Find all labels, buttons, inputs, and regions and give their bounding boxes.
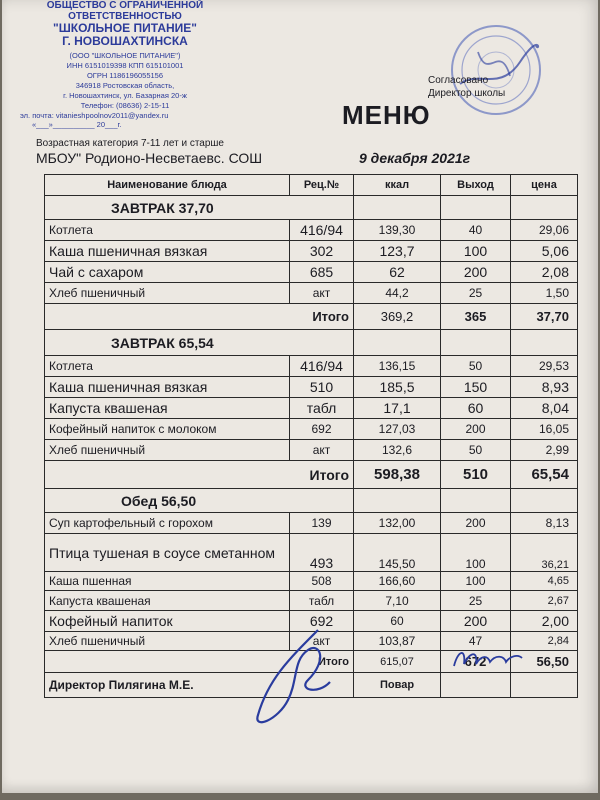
menu-sheet	[2, 0, 598, 793]
dish-name: Суп картофельный с горохом	[45, 513, 290, 534]
recipe-no: акт	[290, 632, 354, 651]
yield: 50	[441, 440, 511, 461]
stamp-ogrn: ОГРН 1186196055156	[86, 71, 164, 80]
round-seal-icon	[448, 22, 544, 118]
stamp-inn: ИНН 6151019398 КПП 615101001	[66, 61, 184, 70]
price: 2,67	[511, 591, 578, 611]
yield: 100	[441, 241, 511, 262]
table-row	[45, 398, 578, 419]
stamp-short-name: (ООО "ШКОЛЬНОЕ ПИТАНИЕ")	[69, 51, 181, 60]
total-price: 37,70	[511, 304, 578, 330]
recipe-no: 416/94	[290, 356, 354, 377]
kcal: 127,03	[354, 419, 441, 440]
table-row	[45, 611, 578, 632]
table-row	[45, 262, 578, 283]
recipe-no: 692	[290, 419, 354, 440]
recipe-no: табл	[290, 591, 354, 611]
yield: 50	[441, 356, 511, 377]
yield: 100	[441, 534, 511, 572]
stamp-org-name: "ШКОЛЬНОЕ ПИТАНИЕ"	[53, 21, 197, 35]
total-yield: 510	[441, 461, 511, 489]
kcal: 145,50	[354, 534, 441, 572]
approval-block	[428, 74, 505, 100]
stamp-date-line: «___»__________ 20___г.	[32, 120, 122, 129]
stamp-email: эл. почта: vitanieshpoolnov2011@yandex.ru	[20, 111, 169, 120]
section-title: Обед 56,50	[45, 489, 354, 513]
yield: 40	[441, 220, 511, 241]
recipe-no: акт	[290, 440, 354, 461]
recipe-no: 508	[290, 572, 354, 591]
price: 29,06	[511, 220, 578, 241]
recipe-no: 510	[290, 377, 354, 398]
table-header-row	[45, 175, 578, 196]
stamp-address2: г. Новошахтинск, ул. Базарная 20-ж	[63, 91, 187, 100]
recipe-no: акт	[290, 283, 354, 304]
total-label: Итого	[45, 651, 354, 673]
yield: 25	[441, 283, 511, 304]
dish-name: Чай с сахаром	[45, 262, 290, 283]
approval-agreed: Согласовано	[428, 75, 489, 86]
recipe-no: 685	[290, 262, 354, 283]
price: 5,06	[511, 241, 578, 262]
header-yield: Выход	[441, 175, 511, 196]
dish-name: Кофейный напиток	[45, 611, 290, 632]
price: 8,13	[511, 513, 578, 534]
dish-name: Котлета	[45, 356, 290, 377]
table-row	[45, 241, 578, 262]
section-title: ЗАВТРАК 37,70	[45, 196, 354, 220]
page-title: МЕНЮ	[342, 100, 431, 130]
price: 1,50	[511, 283, 578, 304]
kcal: 62	[354, 262, 441, 283]
total-price: 56,50	[511, 651, 578, 673]
kcal: 136,15	[354, 356, 441, 377]
total-price: 65,54	[511, 461, 578, 489]
cook-signature-label: Повар	[354, 673, 441, 698]
total-kcal: 369,2	[354, 304, 441, 330]
menu-date: 9 декабря 2021г	[359, 150, 471, 166]
dish-name: Хлеб пшеничный	[45, 632, 290, 651]
price: 8,93	[511, 377, 578, 398]
dish-name: Кофейный напиток с молоком	[45, 419, 290, 440]
yield: 150	[441, 377, 511, 398]
kcal: 17,1	[354, 398, 441, 419]
price: 8,04	[511, 398, 578, 419]
director-signature-label: Директор Пилягина М.Е.	[45, 673, 354, 698]
recipe-no: 416/94	[290, 220, 354, 241]
yield: 200	[441, 611, 511, 632]
price: 16,05	[511, 419, 578, 440]
dish-name: Хлеб пшеничный	[45, 283, 290, 304]
stamp-phone: Телефон: (08636) 2-15-11	[80, 101, 170, 110]
company-stamp	[14, 0, 236, 128]
kcal: 7,10	[354, 591, 441, 611]
header-dish: Наименование блюда	[45, 175, 290, 196]
kcal: 132,00	[354, 513, 441, 534]
total-kcal: 615,07	[354, 651, 441, 673]
section-header	[45, 196, 578, 220]
total-yield: 672	[441, 651, 511, 673]
dish-name: Каша пшеничная вязкая	[45, 377, 290, 398]
header-kcal: ккал	[354, 175, 441, 196]
dish-name: Птица тушеная в соусе сметанном	[45, 534, 290, 572]
table-row	[45, 419, 578, 440]
table-row	[45, 377, 578, 398]
kcal: 44,2	[354, 283, 441, 304]
recipe-no: табл	[290, 398, 354, 419]
total-kcal: 598,38	[354, 461, 441, 489]
price: 36,21	[511, 534, 578, 572]
dish-name: Каша пшеничная вязкая	[45, 241, 290, 262]
school-name: МБОУ" Родионо-Несветаевс. СОШ	[36, 150, 263, 166]
total-label: Итого	[45, 461, 354, 489]
price: 2,08	[511, 262, 578, 283]
stamp-org-line1: ОБЩЕСТВО С ОГРАНИЧЕННОЙ	[46, 0, 204, 11]
stamp-city: Г. НОВОШАХТИНСКА	[62, 34, 188, 48]
total-label: Итого	[45, 304, 354, 330]
dish-name: Капуста квашеная	[45, 591, 290, 611]
kcal: 139,30	[354, 220, 441, 241]
menu-table	[44, 174, 578, 698]
recipe-no: 692	[290, 611, 354, 632]
section-header	[45, 489, 578, 513]
kcal: 103,87	[354, 632, 441, 651]
total-row	[45, 461, 578, 489]
table-row	[45, 534, 578, 572]
header-price: цена	[511, 175, 578, 196]
table-row	[45, 220, 578, 241]
total-row	[45, 651, 578, 673]
price: 4,65	[511, 572, 578, 591]
total-yield: 365	[441, 304, 511, 330]
recipe-no: 493	[290, 534, 354, 572]
yield: 200	[441, 513, 511, 534]
recipe-no: 302	[290, 241, 354, 262]
dish-name: Хлеб пшеничный	[45, 440, 290, 461]
kcal: 123,7	[354, 241, 441, 262]
recipe-no: 139	[290, 513, 354, 534]
table-row	[45, 440, 578, 461]
yield: 200	[441, 262, 511, 283]
table-row	[45, 513, 578, 534]
dish-name: Каша пшенная	[45, 572, 290, 591]
table-row	[45, 572, 578, 591]
price: 2,00	[511, 611, 578, 632]
yield: 100	[441, 572, 511, 591]
yield: 200	[441, 419, 511, 440]
price: 2,84	[511, 632, 578, 651]
dish-name: Котлета	[45, 220, 290, 241]
age-category: Возрастная категория 7-11 лет и старше	[36, 138, 224, 149]
section-title: ЗАВТРАК 65,54	[45, 330, 354, 356]
kcal: 60	[354, 611, 441, 632]
signature-row	[45, 673, 578, 698]
stamp-address1: 346918 Ростовская область,	[75, 81, 175, 90]
kcal: 132,6	[354, 440, 441, 461]
approval-director: Директор школы	[428, 88, 506, 99]
kcal: 166,60	[354, 572, 441, 591]
price: 2,99	[511, 440, 578, 461]
dish-name: Капуста квашеная	[45, 398, 290, 419]
section-header	[45, 330, 578, 356]
table-row	[45, 591, 578, 611]
price: 29,53	[511, 356, 578, 377]
stamp-org-line2: ОТВЕТСТВЕННОСТЬЮ	[68, 11, 182, 22]
yield: 60	[441, 398, 511, 419]
table-row	[45, 356, 578, 377]
yield: 47	[441, 632, 511, 651]
kcal: 185,5	[354, 377, 441, 398]
header-recipe: Рец.№	[290, 175, 354, 196]
yield: 25	[441, 591, 511, 611]
table-row	[45, 632, 578, 651]
table-row	[45, 283, 578, 304]
total-row	[45, 304, 578, 330]
